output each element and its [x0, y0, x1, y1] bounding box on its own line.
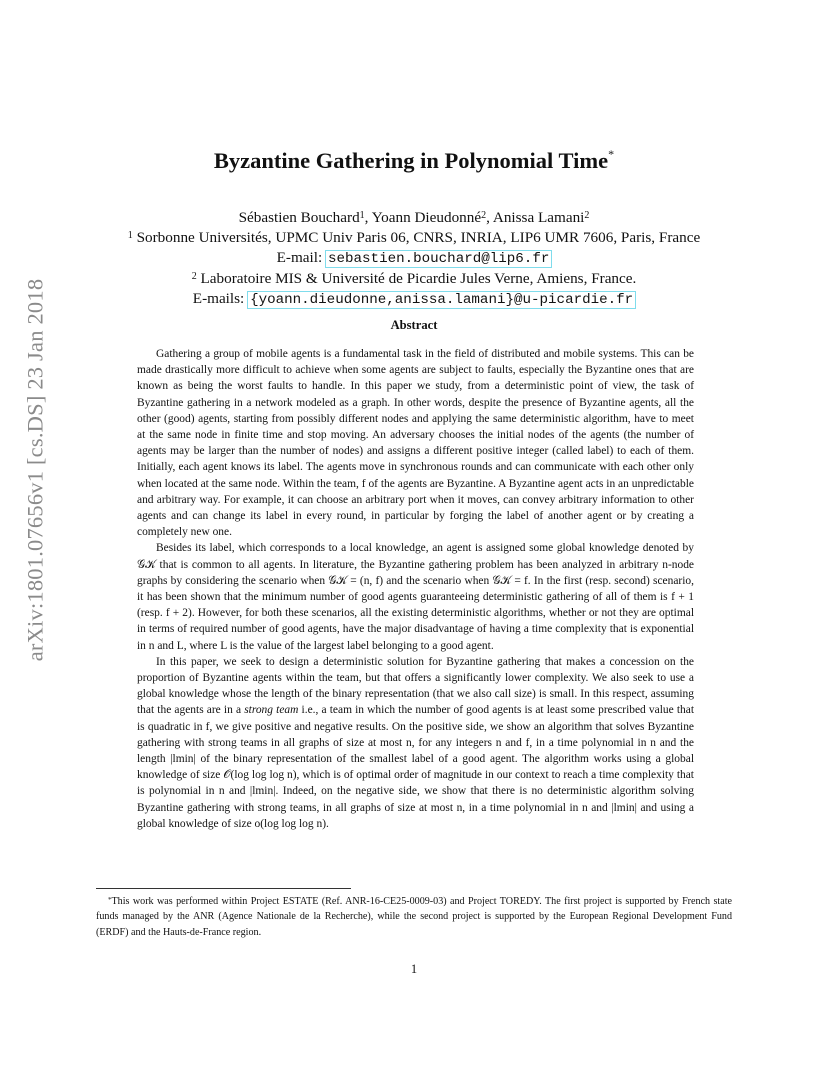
- page-number: 1: [410, 962, 418, 976]
- affiliation-2: [0, 269, 828, 289]
- email-1-link[interactable]: sebastien.bouchard@lip6.fr: [327, 251, 550, 267]
- abstract-p3-emphasis: strong team: [244, 704, 299, 717]
- email-line-2: [0, 289, 828, 310]
- footnote-mark: *: [108, 896, 112, 904]
- email-line-1: [0, 248, 828, 269]
- footnote-rule: [96, 888, 351, 889]
- affiliation-1-text: Sorbonne Universités, UPMC Univ Paris 06, CNRS, INRIA, LIP6 UMR 7606, Paris, France: [132, 229, 701, 246]
- author-2-name: , Yoann Dieudonné: [364, 209, 482, 226]
- paper-title: [0, 148, 828, 174]
- author-names: [0, 208, 828, 228]
- abstract-heading: Abstract: [390, 318, 438, 332]
- affiliation-2-sup: 2: [191, 271, 197, 282]
- arxiv-stamp-text: arXiv:1801.07656v1 [cs.DS] 23 Jan 2018: [22, 278, 48, 662]
- affiliation-1: [0, 228, 828, 248]
- affiliation-1-sup: 1: [127, 230, 133, 241]
- email-2-label: E-mails:: [192, 290, 249, 307]
- abstract-p3-part-1: In this paper, we seek to design a deterministic solution for Byzantine gathering that makes a concession on the proportion of Byzantine agents within the team, but that offers a significantly lower complexity. We also seek to use a global knowledge whose the length of the binary representation (that we also call size) is small. In this respect, assuming that the agents are in a: [137, 655, 694, 717]
- author-1-name: Sébastien Bouchard: [238, 209, 360, 226]
- email-2-link[interactable]: {yoann.dieudonne,anissa.lamani}@u-picardie.fr: [250, 292, 634, 308]
- footnote: [96, 894, 732, 940]
- abstract-p3-part-2: i.e., a team in which the number of good agents is at least some prescribed value that is quadratic in f, we give positive and negative results. On the positive side, we show an algorithm that solves Byzantine gathering with strong teams in all graphs of size at most n, for any integers n and f, in a time polynomial in n and the length |lmin| of the binary representation of the smallest label of a good agent. The algorithm works using a global knowledge of size 𝒪(log log log n), which is of optimal order of magnitude in our context to reach a time complexity that is polynomial in n and |lmin|. Indeed, on the negative side, we show that there is no deterministic algorithm solving Byzantine gathering with strong teams, in all graphs of size at most n, in a time polynomial in n and |lmin| and using a global knowledge of size o(log log log n).: [137, 704, 694, 830]
- email-1-label: E-mail:: [276, 249, 326, 266]
- abstract-paragraph-3: [137, 654, 694, 832]
- footnote-text: This work was performed within Project ESTATE (Ref. ANR-16-CE25-0009-03) and Project TOREDY. The first project is supported by French state funds managed by the ANR (Agence Nationale de la Recherche), while the second project is supported by the European Regional Development Fund (ERDF) and the Hauts-de-France region.: [96, 896, 732, 938]
- author-block: [0, 208, 828, 310]
- author-3-name: , Anissa Lamani: [486, 209, 585, 226]
- abstract-paragraph-2: Besides its label, which corresponds to a local knowledge, an agent is assigned some global knowledge denoted by 𝒢𝒦 that is common to all agents. In literature, the Byzantine gathering problem has been analyzed in arbitrary n-node graphs by considering the scenario when 𝒢𝒦 = (n, f) and the scenario when 𝒢𝒦 = f. In the first (resp. second) scenario, it has been shown that the minimum number of good agents guaranteeing deterministic gathering of all of them is f + 1 (resp. f + 2). However, for both these scenarios, all the existing deterministic algorithms, whether or not they are optimal in terms of required number of good agents, have the major disadvantage of having a time complexity that is exponential in n and L, where L is the value of the largest label belonging to a good agent.: [137, 542, 694, 652]
- author-3-sup: 2: [584, 210, 590, 221]
- title-footnote-mark: *: [608, 147, 615, 161]
- affiliation-2-text: Laboratoire MIS & Université de Picardie Jules Verne, Amiens, France.: [196, 270, 637, 287]
- paper-title-text: Byzantine Gathering in Polynomial Time: [213, 148, 609, 173]
- abstract-body: [137, 346, 694, 832]
- abstract-paragraph-1: Gathering a group of mobile agents is a fundamental task in the field of distributed and mobile systems. This can be made drastically more difficult to achieve when some agents are subject to faults, especially the Byzantine ones that are known as being the worst faults to handle. In this paper we study, from a deterministic point of view, the task of Byzantine gathering in a network modeled as a graph. In other words, despite the presence of Byzantine agents, all the other (good) agents, starting from possibly different nodes and applying the same deterministic algorithm, have to meet at the same node in finite time and stop moving. An adversary chooses the initial nodes of the agents (the number of agents may be larger than the number of nodes) and assigns a different positive integer (called label) to each of them. Initially, each agent knows its label. The agents move in synchronous rounds and can communicate with each other only when located at the same node. Within the team, f of the agents are Byzantine. A Byzantine agent acts in an unpredictable and arbitrary way. For example, it can choose an arbitrary port when it moves, can convey arbitrary information to other agents and can change its label in every round, in particular by forging the label of another agent or by creating a completely new one.: [137, 348, 694, 539]
- author-1-sup: 1: [359, 210, 365, 221]
- author-2-sup: 2: [481, 210, 487, 221]
